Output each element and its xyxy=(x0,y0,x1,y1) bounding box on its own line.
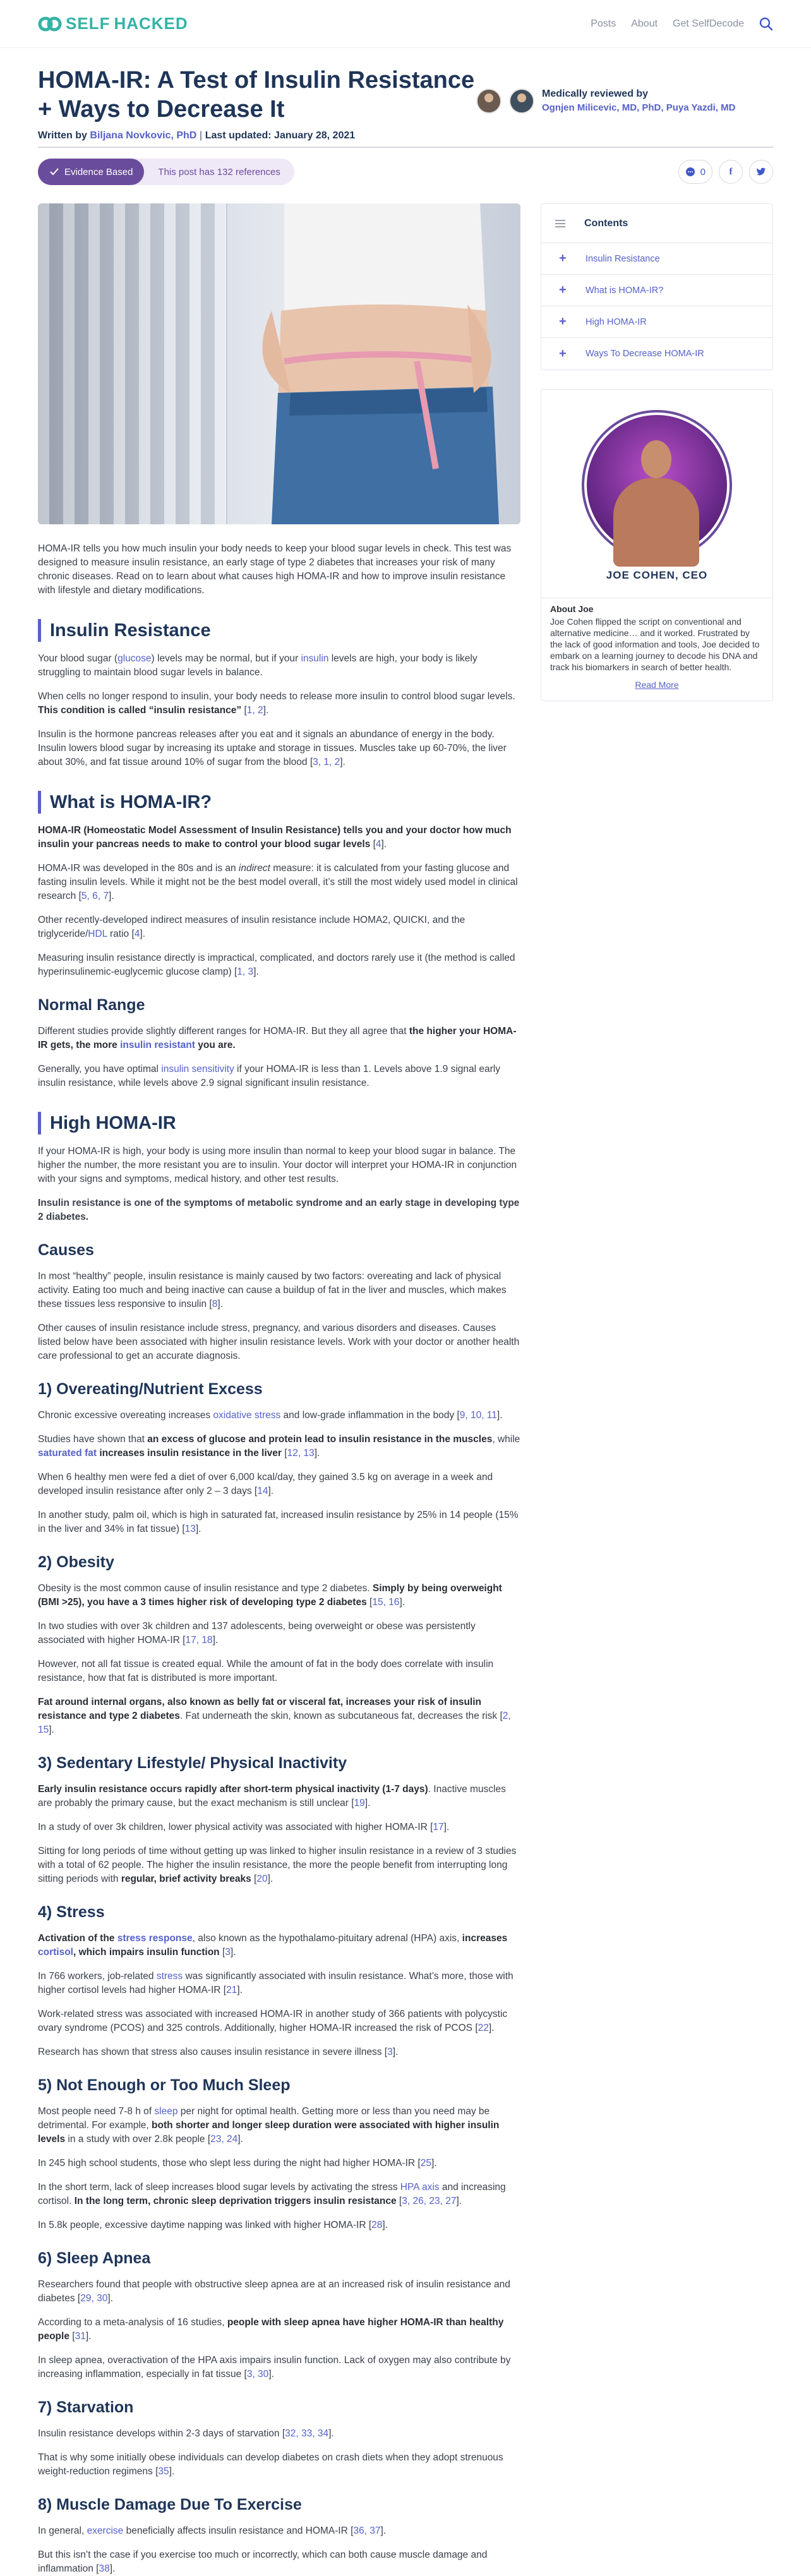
table-of-contents xyxy=(541,203,773,370)
paragraph: Other causes of insulin resistance include stress, pregnancy, and various disorders and diseases. Causes listed below have been associated with higher insulin resistance levels. Work with your doctor or another health care professional to get an accurate diagnosis. xyxy=(38,1323,520,1361)
paragraph: Your blood sugar (glucose) levels may be normal, but if your insulin levels are high, your body is likely struggling to maintain blood sugar levels in balance. xyxy=(38,653,478,678)
sidebar xyxy=(541,203,773,2576)
subsection-title-starvation: 7) Starvation xyxy=(38,2398,134,2416)
twitter-share-button[interactable] xyxy=(749,160,773,184)
section-title-insulin-resistance: Insulin Resistance xyxy=(38,619,520,642)
hero-curtain xyxy=(38,203,227,524)
saturated-fat-link[interactable]: saturated fat xyxy=(38,1448,97,1459)
nav-about[interactable]: About xyxy=(631,18,658,29)
comment-icon xyxy=(685,167,695,177)
oxidative-stress-link[interactable]: oxidative stress xyxy=(213,1410,281,1421)
reference-link[interactable]: 35 xyxy=(158,2466,169,2477)
paragraph: In most “healthy” people, insulin resistance is mainly caused by two factors: overeating and lack of physical activity. Eating too much and being inactive can cause a buildup of fat in the liver and muscles, which makes these tissues less responsive to insulin [8]. xyxy=(38,1271,507,1309)
paragraph: Other recently-developed indirect measures of insulin resistance include HOMA2, QUICKI, and the triglyceride/HDL ratio [4]. xyxy=(38,915,466,939)
reviewer-avatar[interactable] xyxy=(476,88,502,114)
toc-item-what-is-homa-ir[interactable]: + What is HOMA-IR? xyxy=(541,275,772,306)
check-icon xyxy=(49,167,59,177)
reviewer-names[interactable]: Ognjen Milicevic, MD, PhD, Puya Yazdi, MD xyxy=(542,102,736,113)
about-heading: About Joe xyxy=(550,604,594,614)
paragraph: However, not all fat tissue is created equal. While the amount of fat in the body does correlate with insulin resistance, how that fat is distributed is more important. xyxy=(38,1659,494,1683)
content-wrap xyxy=(0,188,811,2576)
byline xyxy=(38,130,773,141)
hdl-link[interactable]: HDL xyxy=(88,929,107,939)
about-author-card xyxy=(541,389,773,701)
insulin-resistant-link[interactable]: insulin resistant xyxy=(120,1040,195,1050)
reference-link[interactable]: 21 xyxy=(226,1985,237,1995)
paragraph: Insulin resistance develops within 2-3 days of starvation [32, 33, 34]. xyxy=(38,2428,334,2439)
paragraph: HOMA-IR was developed in the 80s and is an indirect measure: it is calculated from your fasting glucose and fasting insulin levels. While it might not be the best model overall, it’s still the most widely used model in clinical research [5, 6, 7]. xyxy=(38,863,518,901)
references-count: This post has 132 references xyxy=(158,166,280,178)
reference-link[interactable]: 3, 30 xyxy=(246,2369,269,2380)
reference-link[interactable]: 15, 16 xyxy=(372,1597,400,1608)
author-link[interactable]: Biljana Novkovic, PhD xyxy=(90,130,197,141)
logo-text-hacked: HACKED xyxy=(114,14,188,33)
toc-item-insulin-resistance[interactable]: + Insulin Resistance xyxy=(541,243,772,275)
paragraph: HOMA-IR (Homeostatic Model Assessment of Insulin Resistance) tells you and your doctor how much insulin your pancreas needs to make to control your blood sugar levels [4]. xyxy=(38,825,512,850)
share-bar xyxy=(678,160,773,184)
paragraph: In 245 high school students, those who slept less during the night had higher HOMA-IR [25]. xyxy=(38,2158,437,2169)
plus-icon: + xyxy=(559,251,567,265)
paragraph: In the short term, lack of sleep increases blood sugar levels by activating the stress HPA axis and increasing cortisol. In the long term, chronic sleep deprivation triggers insulin resistance [3, 26, 23, 27]. xyxy=(38,2182,506,2206)
evidence-badge[interactable] xyxy=(38,159,294,185)
toc-title: Contents xyxy=(584,217,628,229)
toc-header[interactable] xyxy=(541,204,772,243)
reference-link[interactable]: 25 xyxy=(420,2158,431,2169)
paragraph: Most people need 7-8 h of sleep per night for optimal health. Getting more or less than you need may be detrimental. For example, both shorter and longer sleep duration were associated with higher insulin levels in a study with over 2.8k people [23, 24]. xyxy=(38,2106,500,2145)
reference-link[interactable]: 32, 33, 34 xyxy=(285,2428,329,2439)
reference-link[interactable]: 3, 1, 2 xyxy=(313,757,340,767)
reference-link[interactable]: 1, 2 xyxy=(246,705,263,716)
subsection-title-sleep-apnea: 6) Sleep Apnea xyxy=(38,2249,151,2267)
paragraph: Work-related stress was associated with increased HOMA-IR in another study of 366 patients with polycystic ovary syndrome (PCOS) and 325 controls. Additionally, higher HOMA-IR increased the risk of PCOS [22]. xyxy=(38,2009,508,2033)
list-icon xyxy=(555,219,565,228)
subsection-title-sleep: 5) Not Enough or Too Much Sleep xyxy=(38,2076,291,2094)
toc-item-ways-to-decrease[interactable]: + Ways To Decrease HOMA-IR xyxy=(559,346,704,361)
read-more-link[interactable]: Read More xyxy=(635,680,679,690)
paragraph: Different studies provide slightly different ranges for HOMA-IR. But they all agree that the higher your HOMA-IR gets, the more insulin resistant you are. xyxy=(38,1026,517,1050)
hero-image xyxy=(38,203,520,524)
reference-link[interactable]: 9, 10, 11 xyxy=(459,1410,497,1421)
article-header xyxy=(0,48,811,147)
sleep-link[interactable]: sleep xyxy=(154,2106,178,2117)
paragraph: According to a meta-analysis of 16 studies, people with sleep apnea have higher HOMA-IR than healthy people [31]. xyxy=(38,2317,504,2342)
reference-link[interactable]: 1, 3 xyxy=(237,966,254,977)
reference-link[interactable]: 3, 26, 23, 27 xyxy=(402,2196,457,2206)
paragraph: Fat around internal organs, also known as belly fat or visceral fat, increases your risk of insulin resistance and type 2 diabetes. Fat underneath the skin, known as subcutaneous fat, decreases the risk [2, 15]. xyxy=(38,1697,511,1735)
evidence-label: Evidence Based xyxy=(64,166,133,178)
reference-link[interactable]: 14 xyxy=(257,1486,268,1496)
paragraph: In 5.8k people, excessive daytime napping was linked with higher HOMA-IR [28]. xyxy=(38,2220,388,2230)
section-title-what-is-homa-ir: What is HOMA-IR? xyxy=(38,791,520,814)
reference-link[interactable]: 17, 18 xyxy=(185,1635,213,1646)
paragraph: When cells no longer respond to insulin, your body needs to release more insulin to control blood sugar levels. This condition is called “insulin resistance” [1, 2]. xyxy=(38,691,515,716)
paragraph: Studies have shown that an excess of glucose and protein lead to insulin resistance in the muscles, while saturated fat increases insulin resistance in the liver [12, 13]. xyxy=(38,1434,520,1459)
paragraph: In 766 workers, job-related stress was significantly associated with insulin resistance. What’s more, those with higher cortisol levels had higher HOMA-IR [21]. xyxy=(38,1971,514,1995)
byline-separator: | xyxy=(199,130,203,141)
toc-item-high-homa-ir[interactable]: + High HOMA-IR xyxy=(541,306,772,338)
paragraph: In sleep apnea, overactivation of the HPA axis impairs insulin function. Lack of oxygen may also contribute by increasing inflammation, especially in fat tissue [3, 30]. xyxy=(38,2355,511,2380)
paragraph: Measuring insulin resistance directly is impractical, complicated, and doctors rarely use it (the method is called hyperinsulinemic-euglycemic glucose clamp) [1, 3]. xyxy=(38,953,515,977)
main-nav xyxy=(591,17,773,31)
subsection-title-obesity: 2) Obesity xyxy=(38,1553,114,1571)
paragraph: Research has shown that stress also causes insulin resistance in severe illness [3]. xyxy=(38,2047,399,2057)
paragraph: Insulin resistance is one of the symptoms of metabolic syndrome and an early stage in developing type 2 diabetes. xyxy=(38,1198,520,1222)
paragraph: In a study of over 3k children, lower physical activity was associated with higher HOMA-IR [17]. xyxy=(38,1822,450,1833)
subsection-title-stress: 4) Stress xyxy=(38,1903,105,1921)
paragraph: Researchers found that people with obstructive sleep apnea are at an increased risk of insulin resistance and diabetes [29, 30]. xyxy=(38,2279,510,2304)
hero-illustration xyxy=(246,203,512,524)
paragraph: Chronic excessive overeating increases oxidative stress and low-grade inflammation in the body [9, 10, 11]. xyxy=(38,1410,503,1421)
reference-link[interactable]: 19 xyxy=(354,1798,365,1809)
nav-get-selfdecode[interactable]: Get SelfDecode xyxy=(673,18,744,29)
reference-link[interactable]: 31 xyxy=(75,2331,86,2342)
last-updated: Last updated: January 28, 2021 xyxy=(205,130,356,141)
reference-link[interactable]: 8 xyxy=(212,1299,218,1309)
insulin-link[interactable]: insulin xyxy=(301,653,329,664)
author-portrait xyxy=(582,410,732,560)
paragraph: That is why some initially obese individuals can develop diabetes on crash diets when they adopt strenuous weight-reduction regimens [35]. xyxy=(38,2452,503,2477)
logo-text-self: SELF xyxy=(66,14,111,33)
written-by-label: Written by xyxy=(38,130,87,141)
reference-link[interactable]: 23, 24 xyxy=(210,2134,238,2145)
twitter-icon xyxy=(756,167,766,176)
reference-link[interactable]: 22 xyxy=(478,2023,489,2033)
comments-button[interactable] xyxy=(678,160,712,184)
stress-response-link[interactable]: stress response xyxy=(117,1933,193,1944)
insulin-sensitivity-link[interactable]: insulin sensitivity xyxy=(161,1064,234,1074)
paragraph: Activation of the stress response, also known as the hypothalamo-pituitary adrenal (HPA) axis, increases cortisol, which impairs insulin function [3]. xyxy=(38,1933,508,1958)
reference-link[interactable]: 5, 6, 7 xyxy=(81,891,109,901)
subsection-title-normal-range: Normal Range xyxy=(38,996,145,1014)
paragraph: Generally, you have optimal insulin sensitivity if your HOMA-IR is less than 1. Levels above 1.9 signal early insulin resistance, while levels above 2.9 signal significant insulin resistance. xyxy=(38,1064,501,1088)
paragraph: When 6 healthy men were fed a diet of over 6,000 kcal/day, they gained 3.5 kg on average in a week and developed insulin resistance after only 2 – 3 days [14]. xyxy=(38,1472,493,1496)
article-body xyxy=(38,203,520,2576)
section-title-high-homa-ir: High HOMA-IR xyxy=(38,1112,520,1135)
reference-link[interactable]: 2, 15 xyxy=(38,1711,511,1735)
paragraph: Sitting for long periods of time without getting up was linked to higher insulin resistance in a review of 3 studies with a total of 62 people. The higher the insulin resistance, the more the people benefit from interrupting long sitting periods with regular, brief activity breaks [20]. xyxy=(38,1846,517,1884)
reference-link[interactable]: 13 xyxy=(184,1524,196,1534)
about-text: Joe Cohen flipped the script on conventional and alternative medicine… and it worked. Frustrated by the lack of good information and tools, Joe decided to embark on a learning journey to decode his DNA and track his biomarkers in search of better health. xyxy=(550,617,760,672)
plus-icon: + xyxy=(559,346,567,361)
plus-icon: + xyxy=(559,315,567,328)
cortisol-link[interactable]: cortisol xyxy=(38,1947,73,1958)
reference-link[interactable]: 3 xyxy=(225,1947,231,1958)
reference-link[interactable]: 3 xyxy=(387,2047,393,2057)
top-bar xyxy=(0,0,811,48)
reference-link[interactable]: 28 xyxy=(371,2220,383,2230)
subsection-title-causes: Causes xyxy=(38,1241,94,1259)
search-icon[interactable] xyxy=(759,17,773,31)
intro-paragraph: HOMA-IR tells you how much insulin your body needs to keep your blood sugar levels in check. This test was designed to measure insulin resistance, an early stage of type 2 diabetes that increases your risk of many chronic diseases. Read on to learn about what causes high HOMA-IR and how to improve insulin resistance with lifestyle and dietary modifications. xyxy=(38,543,512,596)
page-title: HOMA-IR: A Test of Insulin Resistance + Ways to Decrease It xyxy=(38,67,475,123)
reference-link[interactable]: 29, 30 xyxy=(80,2293,108,2304)
medical-review xyxy=(476,88,773,114)
reference-link[interactable]: 38 xyxy=(99,2563,110,2574)
hpa-axis-link[interactable]: HPA axis xyxy=(400,2182,440,2193)
stress-link[interactable]: stress xyxy=(156,1971,183,1982)
reference-link[interactable]: 12, 13 xyxy=(287,1448,315,1459)
reference-link[interactable]: 20 xyxy=(256,1874,268,1884)
reference-link[interactable]: 4 xyxy=(134,929,140,939)
paragraph: Obesity is the most common cause of insulin resistance and type 2 diabetes. Simply by being overweight (BMI >25), you have a 3 times higher risk of developing type 2 diabetes [15, 16]. xyxy=(38,1583,502,1608)
subsection-title-sedentary: 3) Sedentary Lifestyle/ Physical Inactivity xyxy=(38,1754,347,1772)
glucose-link[interactable]: glucose xyxy=(117,653,152,664)
paragraph: Early insulin resistance occurs rapidly after short-term physical inactivity (1-7 days). Inactive muscles are probably the primary cause, but the exact mechanism is still unclear [19]. xyxy=(38,1784,506,1809)
subsection-title-overeating: 1) Overeating/Nutrient Excess xyxy=(38,1380,263,1398)
paragraph: In another study, palm oil, which is high in saturated fat, increased insulin resistance by 25% in 14 people (15% in the liver and 34% in fat tissue) [13]. xyxy=(38,1510,519,1534)
logo-icon xyxy=(38,15,62,33)
paragraph: If your HOMA-IR is high, your body is using more insulin than normal to keep your blood sugar in balance. The higher the number, the more resistant you are to insulin. Your doctor will interpret your HOMA-IR in conjunction with your signs and symptoms, medical history, and other test results. xyxy=(38,1146,517,1184)
reference-link[interactable]: 17 xyxy=(433,1822,444,1833)
paragraph: But this isn’t the case if you exercise too much or incorrectly, which can both cause muscle damage and inflammation [38]. xyxy=(38,2549,488,2574)
facebook-share-button[interactable] xyxy=(719,160,743,184)
reference-link[interactable]: 36, 37 xyxy=(353,2525,381,2536)
facebook-icon: f xyxy=(729,166,733,177)
paragraph: Insulin is the hormone pancreas releases after you eat and it signals an abundance of energy in the body. Insulin lowers blood sugar by increasing its uptake and storage in tissues. Muscles take up 60-70%, the liver about 30%, and fat tissue around 10% of sugar from the blood [3, 1, 2]. xyxy=(38,729,507,767)
comments-count: 0 xyxy=(700,166,706,178)
plus-icon: + xyxy=(559,283,567,297)
author-name: JOE COHEN, CEO xyxy=(606,569,708,581)
reviewer-avatar[interactable] xyxy=(509,88,534,114)
evidence-tag xyxy=(38,159,144,185)
nav-posts[interactable]: Posts xyxy=(591,18,616,29)
evidence-row xyxy=(0,148,811,188)
paragraph: In two studies with over 3k children and 137 adolescents, being overweight or obese was persistently associated with higher HOMA-IR [17, 18]. xyxy=(38,1621,476,1646)
paragraph: In general, exercise beneficially affects insulin resistance and HOMA-IR [36, 37]. xyxy=(38,2525,387,2536)
site-logo[interactable] xyxy=(38,14,188,33)
reviewed-label: Medically reviewed by xyxy=(542,88,649,99)
reference-link[interactable]: 4 xyxy=(375,839,381,850)
exercise-link[interactable]: exercise xyxy=(87,2525,124,2536)
subsection-title-muscle-damage: 8) Muscle Damage Due To Exercise xyxy=(38,2496,302,2513)
